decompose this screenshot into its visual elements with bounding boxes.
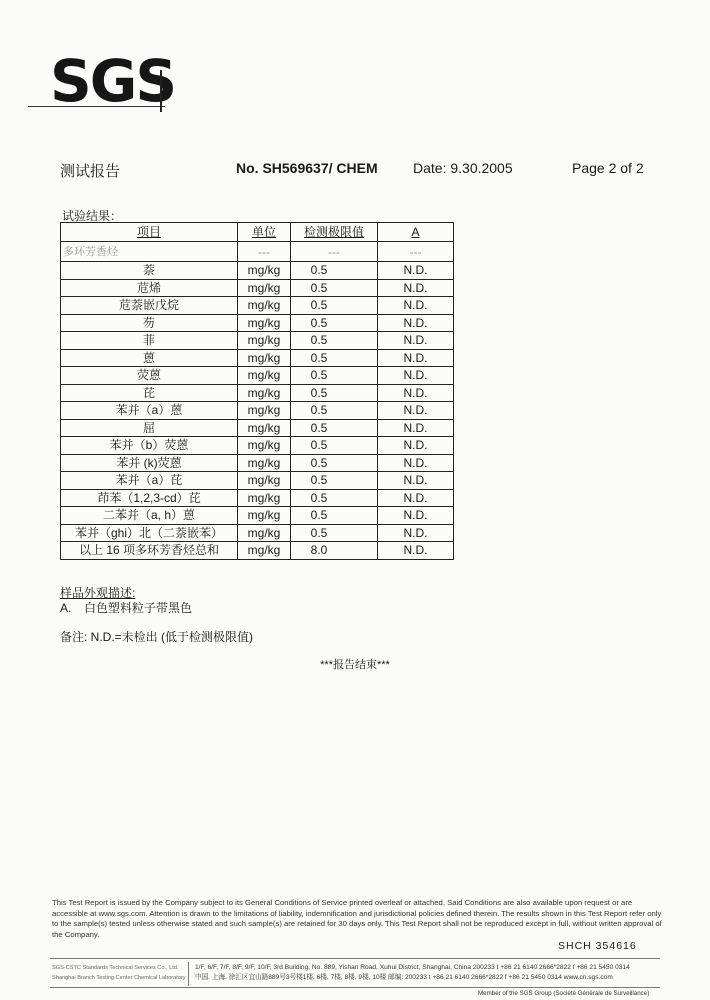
table-row bbox=[61, 314, 454, 332]
appearance-text: 白色塑料粒子带黑色 bbox=[84, 601, 193, 615]
report-number: No. SH569637/ CHEM bbox=[236, 160, 378, 176]
row-item: 蒽 bbox=[61, 349, 238, 367]
row-limit: 0.5 bbox=[291, 279, 378, 297]
table-row bbox=[61, 454, 454, 472]
row-limit: 8.0 bbox=[291, 542, 378, 560]
end-of-report: ***报告结束*** bbox=[320, 659, 390, 671]
table-row bbox=[61, 489, 454, 507]
row-limit: 0.5 bbox=[291, 332, 378, 350]
results-table bbox=[60, 222, 454, 560]
row-limit: 0.5 bbox=[291, 507, 378, 525]
row-unit: mg/kg bbox=[238, 524, 291, 542]
footer-separator bbox=[188, 962, 189, 986]
row-limit: 0.5 bbox=[291, 472, 378, 490]
table-row bbox=[61, 297, 454, 315]
row-limit: 0.5 bbox=[291, 314, 378, 332]
table-row bbox=[61, 507, 454, 525]
disclaimer: This Test Report is issued by the Company subject to its General Conditions of Service printed overleaf or attached. Said Conditions are also available upon request or are accessible at www.sgs.com. Attention is drawn to the limitations of liability, indemnification and jurisdictional policies defined therein. The results shown in this Test Report refer only to the sample(s) tested unless otherwise stated and such sample(s) are retained for 30 days only. This Test Report shall not be reproduced except in full, without written approval of the Company. bbox=[52, 898, 662, 939]
row-limit: 0.5 bbox=[291, 349, 378, 367]
row-item: 荧蒽 bbox=[61, 367, 238, 385]
header-item: 项目 bbox=[61, 223, 238, 242]
row-item: 茚苯（1,2,3-cd）芘 bbox=[61, 489, 238, 507]
sgs-logo: SGS bbox=[50, 47, 176, 115]
row-unit: mg/kg bbox=[238, 402, 291, 420]
row-unit: mg/kg bbox=[238, 384, 291, 402]
header-unit: 单位 bbox=[238, 223, 291, 242]
report-date: Date: 9.30.2005 bbox=[413, 160, 513, 176]
row-result: N.D. bbox=[378, 297, 454, 315]
results-label: 试验结果： bbox=[62, 209, 123, 223]
logo-divider bbox=[160, 70, 162, 112]
row-item: 苯并（a）蒽 bbox=[61, 402, 238, 420]
row-result: N.D. bbox=[378, 524, 454, 542]
row-unit: mg/kg bbox=[238, 419, 291, 437]
row-result: N.D. bbox=[378, 472, 454, 490]
page-number: Page 2 of 2 bbox=[572, 160, 644, 176]
table-row bbox=[61, 524, 454, 542]
row-limit: 0.5 bbox=[291, 437, 378, 455]
table-row bbox=[61, 419, 454, 437]
row-limit: 0.5 bbox=[291, 297, 378, 315]
row-unit: mg/kg bbox=[238, 437, 291, 455]
member-rule bbox=[50, 987, 660, 988]
row-limit: 0.5 bbox=[291, 402, 378, 420]
row-unit: mg/kg bbox=[238, 489, 291, 507]
table-row bbox=[61, 437, 454, 455]
row-result: N.D. bbox=[378, 402, 454, 420]
row-item: 芴 bbox=[61, 314, 238, 332]
row-limit: 0.5 bbox=[291, 384, 378, 402]
serial-number: SHCH 354616 bbox=[558, 940, 637, 952]
row-item: 萘 bbox=[61, 262, 238, 280]
row-unit: mg/kg bbox=[238, 297, 291, 315]
row-result: N.D. bbox=[378, 314, 454, 332]
row-result: N.D. bbox=[378, 437, 454, 455]
table-row bbox=[61, 384, 454, 402]
row-limit: 0.5 bbox=[291, 262, 378, 280]
group-limit: --- bbox=[291, 242, 378, 262]
appearance-item bbox=[60, 599, 192, 616]
row-result: N.D. bbox=[378, 262, 454, 280]
row-result: N.D. bbox=[378, 384, 454, 402]
row-result: N.D. bbox=[378, 332, 454, 350]
group-unit: --- bbox=[238, 242, 291, 262]
row-limit: 0.5 bbox=[291, 454, 378, 472]
row-limit: 0.5 bbox=[291, 367, 378, 385]
appearance-title: 样品外观描述: bbox=[60, 586, 136, 600]
row-item: 苯并 (k)荧蒽 bbox=[61, 454, 238, 472]
table-row bbox=[61, 542, 454, 560]
table-row bbox=[61, 349, 454, 367]
header-limit: 检测极限值 bbox=[291, 223, 378, 242]
row-result: N.D. bbox=[378, 367, 454, 385]
table-row bbox=[61, 279, 454, 297]
table-row bbox=[61, 402, 454, 420]
lab-name-en: SGS-CSTC Standards Technical Services Co., Ltd. bbox=[52, 965, 179, 971]
remark-note: 备注: N.D.=未检出 (低于检测极限值) bbox=[60, 630, 254, 644]
address-en: 1/F, 6/F, 7/F, 8/F, 9/F, 10/F, 3rd Building, No. 889, Yishan Road, Xuhui District, Shanghai, China 200233 t +86 21 6140 2666*2822 f +86 21 5450 0314 bbox=[195, 964, 630, 971]
table-row bbox=[61, 367, 454, 385]
lab-branch: Shanghai Branch Testing Center Chemical Laboratory bbox=[52, 975, 186, 981]
row-item: 以上 16 项多环芳香烃总和 bbox=[61, 542, 238, 560]
row-limit: 0.5 bbox=[291, 524, 378, 542]
row-unit: mg/kg bbox=[238, 262, 291, 280]
row-item: 苯并（a）芘 bbox=[61, 472, 238, 490]
header-sample-a: A bbox=[378, 223, 454, 242]
row-limit: 0.5 bbox=[291, 489, 378, 507]
row-item: 菲 bbox=[61, 332, 238, 350]
group-row bbox=[61, 242, 454, 262]
member-line: Member of the SGS Group (Société Générale de Surveillance) bbox=[478, 990, 650, 997]
logo-underline bbox=[28, 106, 165, 107]
row-result: N.D. bbox=[378, 542, 454, 560]
row-unit: mg/kg bbox=[238, 349, 291, 367]
row-result: N.D. bbox=[378, 454, 454, 472]
row-result: N.D. bbox=[378, 279, 454, 297]
group-result: --- bbox=[378, 242, 454, 262]
row-unit: mg/kg bbox=[238, 314, 291, 332]
row-unit: mg/kg bbox=[238, 332, 291, 350]
row-item: 芘 bbox=[61, 384, 238, 402]
row-limit: 0.5 bbox=[291, 419, 378, 437]
lab-name bbox=[52, 963, 192, 983]
row-unit: mg/kg bbox=[238, 472, 291, 490]
report-title: 测试报告 bbox=[60, 163, 121, 180]
row-item: 苯并（ghi）北（二萘嵌苯） bbox=[61, 524, 238, 542]
table-row bbox=[61, 332, 454, 350]
row-item: 屈 bbox=[61, 419, 238, 437]
row-unit: mg/kg bbox=[238, 542, 291, 560]
row-unit: mg/kg bbox=[238, 454, 291, 472]
footer-rule bbox=[50, 958, 660, 959]
row-item: 苊萘嵌戊烷 bbox=[61, 297, 238, 315]
row-result: N.D. bbox=[378, 507, 454, 525]
row-item: 二苯并（a, h）蒽 bbox=[61, 507, 238, 525]
lab-address bbox=[195, 963, 665, 983]
table-row bbox=[61, 262, 454, 280]
table-row bbox=[61, 472, 454, 490]
group-name: 多环芳香烃 bbox=[61, 242, 238, 262]
row-item: 苊烯 bbox=[61, 279, 238, 297]
row-unit: mg/kg bbox=[238, 367, 291, 385]
appearance-letter: A. bbox=[60, 601, 72, 615]
address-cn: 中国. 上海. 徐汇区宜山路889号3号楼1楼, 6楼, 7楼, 8楼, 9楼, 10楼 邮编: 200233 t +86 21 6140 2666*2822 f +86 21 5450 0314 www.cn.sgs.com bbox=[195, 974, 613, 981]
row-result: N.D. bbox=[378, 349, 454, 367]
row-result: N.D. bbox=[378, 419, 454, 437]
row-unit: mg/kg bbox=[238, 279, 291, 297]
table-header-row bbox=[61, 223, 454, 242]
row-unit: mg/kg bbox=[238, 507, 291, 525]
row-result: N.D. bbox=[378, 489, 454, 507]
row-item: 苯并（b）荧蒽 bbox=[61, 437, 238, 455]
